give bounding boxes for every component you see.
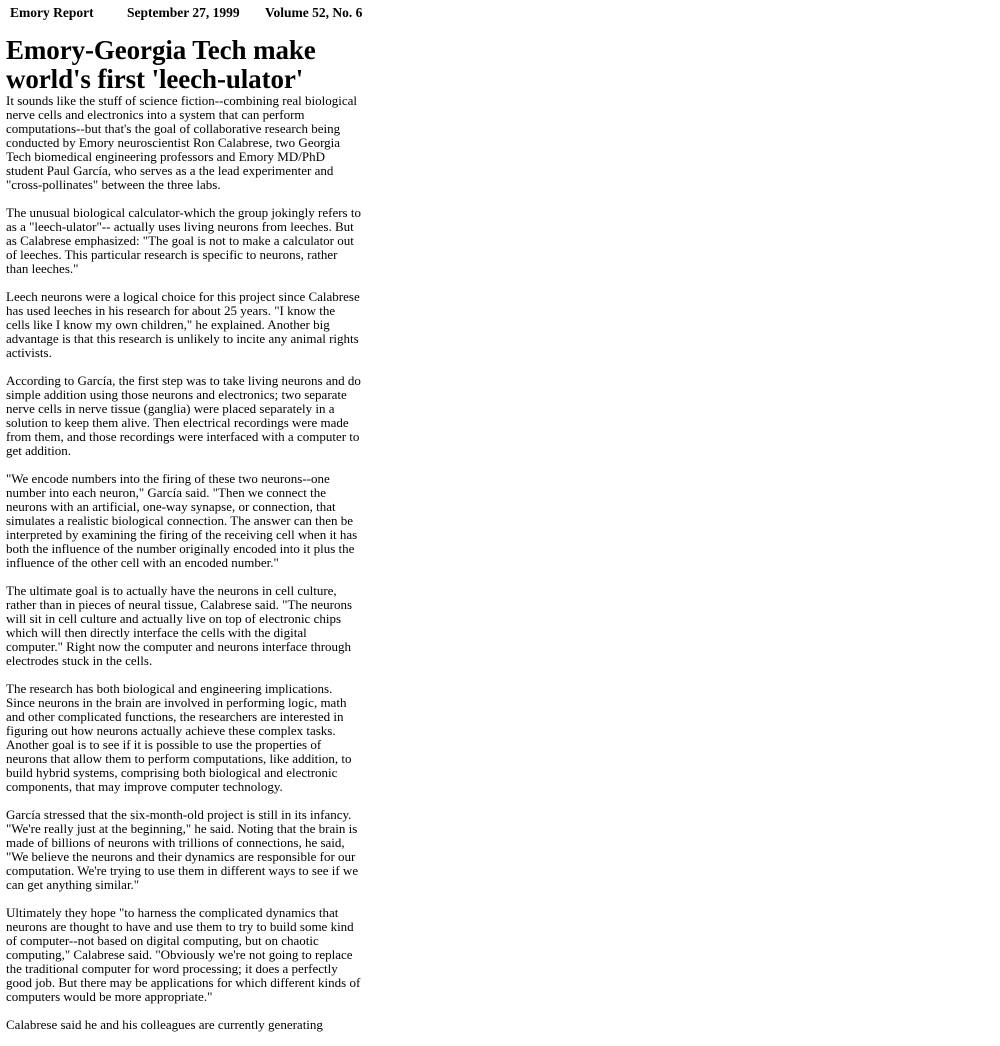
issue-date: September 27, 1999 (127, 5, 240, 20)
article-paragraph: According to García, the first step was to take living neurons and do simple addition using those neurons and electronics; two separate nerve cells in nerve tissue (ganglia) were placed separately in a solution to keep them alive. Then electrical recordings were made from them, and those recordings were interfaced with a computer to get addition. (6, 373, 361, 458)
article-body (6, 94, 361, 1032)
masthead (0, 4, 370, 24)
article-paragraph: The ultimate goal is to actually have the neurons in cell culture, rather than in pieces of neural tissue, Calabrese said. "The neurons will sit in cell culture and actually live on top of electronic chips which will then directly interface the cells with the digital computer." Right now the computer and neurons interface through electrodes stuck in the cells. (6, 583, 353, 668)
article-paragraph: The unusual biological calculator-which the group jokingly refers to as a "leech-ulator"-- actually uses living neurons from leeches. But as Calabrese emphasized: "The goal is not to make a calculator out of leeches. This particular research is specific to neurons, rather than leeches." (6, 205, 361, 276)
article-paragraph: "We encode numbers into the firing of these two neurons--one number into each neuron," García said. "Then we connect the neurons with an artificial, one-way synapse, or connection, that simulates a realistic biological connection. The answer can then be interpreted by examining the firing of the receiving cell when it has both the influence of the number originally encoded into it plus the influence of the other cell with an encoded number." (6, 471, 358, 570)
article-headline: Emory-Georgia Tech make world's first 'leech-ulator' (6, 35, 316, 94)
article-paragraph: The research has both biological and engineering implications. Since neurons in the brain are involved in performing logic, math and other complicated functions, the researchers are interested in figuring out how neurons actually achieve these complex tasks. Another goal is to see if it is possible to use the properties of neurons that allow them to perform computations, like addition, to build hybrid systems, comprising both biological and electronic components, that may improve computer technology. (6, 681, 352, 794)
article-paragraph: García stressed that the six-month-old project is still in its infancy. "We're really just at the beginning," he said. Noting that the brain is made of billions of neurons with trillions of connections, he said, "We believe the neurons and their dynamics are responsible for our computation. We're trying to use them in different ways to see if we can get anything similar." (6, 807, 359, 892)
article-paragraph: Leech neurons were a logical choice for this project since Calabrese has used leeches in his research for about 25 years. "I know the cells like I know my own children," he explained. Another big advantage is that this research is unlikely to incite any animal rights activists. (6, 289, 360, 360)
issue-volume: Volume 52, No. 6 (265, 5, 363, 20)
article (6, 36, 361, 1046)
publication-name: Emory Report (10, 5, 94, 20)
article-paragraph: It sounds like the stuff of science fiction--combining real biological nerve cells and electronics into a system that can perform computations--but that's the goal of collaborative research being conducted by Emory neuroscientist Ron Calabrese, two Georgia Tech biomedical engineering professors and Emory MD/PhD student Paul García, who serves as a the lead experimenter and "cross-pollinates" between the three labs. (6, 93, 358, 192)
article-paragraph: Calabrese said he and his colleagues are currently generating (6, 1017, 323, 1032)
article-paragraph: Ultimately they hope "to harness the complicated dynamics that neurons are thought to have and use them to try to build some kind of computer--not based on digital computing, but on chaotic computing," Calabrese said. "Obviously we're not going to replace the traditional computer for word processing; it does a perfectly good job. But there may be applications for which different kinds of computers would be more appropriate." (6, 905, 361, 1004)
